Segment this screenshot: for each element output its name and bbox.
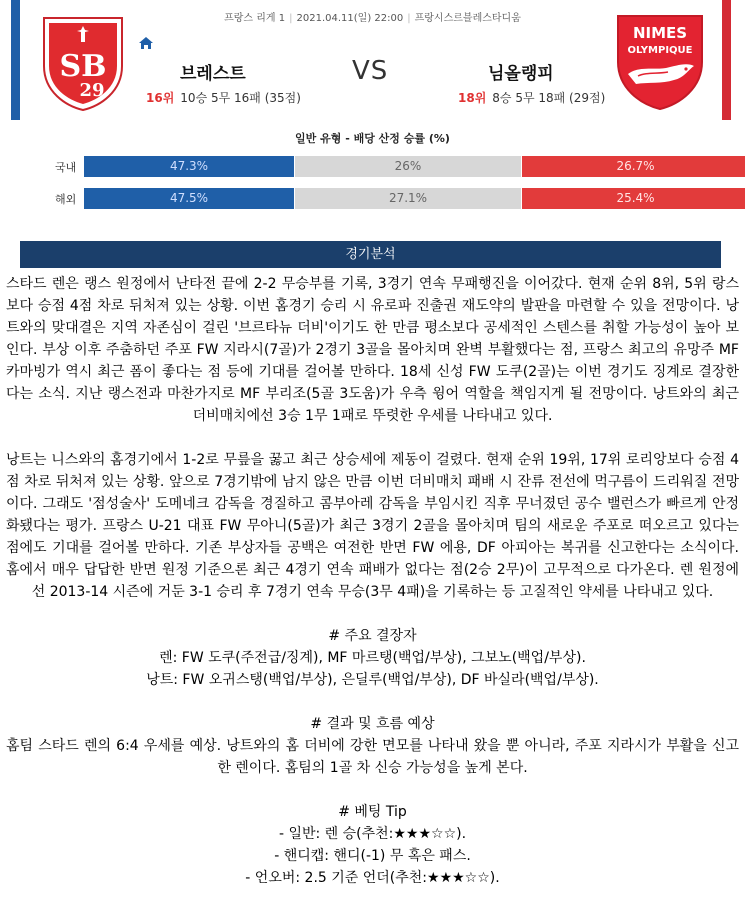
draw-pct: 26% — [295, 156, 521, 177]
home-win-pct: 47.3% — [84, 156, 294, 177]
betting-tip-overunder: - 언오버: 2.5 기준 언더(추천:★★★☆☆). — [245, 870, 500, 886]
away-win-pct: 26.7% — [522, 156, 745, 177]
vs-label: VS — [352, 56, 389, 86]
home-icon — [138, 36, 154, 50]
analysis-header: 경기분석 — [20, 241, 721, 268]
away-team-logo — [614, 12, 706, 112]
forecast-text: 홈팀 스타드 렌의 6:4 우세를 예상. 낭트와의 홈 더비에 강한 면모를 나타내 왔을 뿐 아니라, 주포 지라시가 부활을 신고한 렌이다. 홈팀의 1골 차 신승 가능성을 높게 본다. — [6, 738, 739, 776]
league-name: 프랑스 리게 1 — [224, 13, 286, 24]
absentees-home: 렌: FW 도쿠(주전급/징계), MF 마르탱(백업/부상), 그보노(백업/부상). — [159, 650, 586, 666]
stat-row-label: 해외 — [55, 193, 77, 206]
match-datetime: 2021.04.11(일) 22:00 — [296, 13, 404, 24]
away-record — [458, 89, 605, 106]
absentees-title: # 주요 결장자 — [328, 628, 417, 644]
forecast-title: # 결과 및 흐름 예상 — [310, 716, 435, 732]
betting-tip-general: - 일반: 렌 승(추천:★★★☆☆). — [278, 826, 467, 842]
betting-tip-title: # 베팅 Tip — [338, 804, 407, 820]
analysis-body — [6, 273, 739, 889]
home-team-logo — [40, 14, 126, 112]
home-record — [146, 89, 301, 106]
home-analysis-paragraph: 스타드 렌은 랭스 원정에서 난타전 끝에 2-2 무승부를 기록, 3경기 연속 무패행진을 이어갔다. 현재 순위 8위, 5위 랑스보다 승점 4점 차로 뒤처져 있는 상황. 이번 홈경기 승리 시 유로파 진출권 재도약의 발판을 마련할 수 있을 전망이다. 낭트와의 맞대결은 지역 자존심이 걸린 '브르타뉴 더비'이기도 한 만큼 평소보다 공세적인 스텐스를 취할 가능성이 높아 보인다. 부상 이후 주춤하던 주포 FW 지라시(7골)가 2경기 3골을 몰아치며 완벽 부활했다는 점, 프랑스 최고의 유망주 MF 카마빙가 역시 최근 폼이 좋다는 점 등에 기대를 걸어볼 만하다. 18세 신성 FW 도쿠(2골)는 이번 경기도 징계로 결장한다는 소식. 지난 랭스전과 마찬가지로 MF 부리조(5골 3도움)가 우측 윙어 역할을 책임지게 될 전망이다. 낭트와의 최근 더비매치에선 3승 1무 1패로 뚜렷한 우세를 나타내고 있다. — [6, 276, 739, 424]
stat-row-overseas — [20, 188, 731, 209]
stats-title: 일반 유형 - 배당 산정 승률 (%) — [295, 132, 450, 145]
match-info: 프랑스 리게 1 | 2021.04.11(일) 22:00 | 프랑시스르블레스타디움 — [224, 13, 521, 24]
away-logo-text: NIMES — [632, 24, 688, 42]
draw-pct: 27.1% — [295, 188, 521, 209]
away-team-name: 님올랭피 — [488, 64, 554, 84]
home-team-name: 브레스트 — [180, 64, 246, 84]
away-win-pct: 25.4% — [522, 188, 745, 209]
home-record-text: 10승 5무 16패 (35점) — [180, 91, 301, 105]
home-logo-text: SB — [59, 49, 107, 84]
away-rank: 18위 — [458, 91, 487, 105]
away-analysis-paragraph: 낭트는 니스와의 홈경기에서 1-2로 무릎을 꿇고 최근 상승세에 제동이 걸렸다. 현재 순위 19위, 17위 로리앙보다 승점 4점 차로 뒤처져 있는 상황. 앞으로 7경기밖에 남지 않은 만큼 이번 더비매치 패배 시 잔류 전선에 먹구름이 드리워질 전망이다. 그래도 '점성술사' 도메네크 감독을 경질하고 콤부아레 감독을 부임시킨 직후 무너졌던 공수 밸런스가 빠르게 안정화됐다는 평가. 프랑스 U-21 대표 FW 무아니(5골)가 최근 3경기 2골을 몰아치며 팀의 새로운 주포로 떠오르고 있다는 점에도 기대를 걸어볼 만하다. 기존 부상자들 공백은 여전한 반면 FW 에용, DF 아피아는 복귀를 신고한다는 소식이다. 홈에서 매우 답답한 반면 원정 기준으론 최근 4경기 연속 패배가 없다는 점(2승 2무)이 고무적으로 다가온다. 렌 원정에선 2013-14 시즌에 거둔 3-1 승리 후 7경기 연속 무승(3무 4패)을 기록하는 등 고질적인 약세를 나타내고 있다. — [6, 452, 739, 600]
venue-name: 프랑시스르블레스타디움 — [414, 13, 521, 24]
betting-tip-handicap: - 핸디캡: 핸디(-1) 무 혹은 패스. — [274, 848, 471, 864]
home-rank: 16위 — [146, 91, 175, 105]
svg-text:29: 29 — [79, 80, 105, 101]
stat-row-domestic — [20, 156, 731, 177]
absentees-away: 낭트: FW 오귀스탱(백업/부상), 은딜루(백업/부상), DF 바실라(백업/부상). — [146, 672, 599, 688]
away-record-text: 8승 5무 18패 (29점) — [492, 91, 606, 105]
stat-row-label: 국내 — [55, 161, 77, 174]
svg-text:OLYMPIQUE: OLYMPIQUE — [627, 45, 693, 56]
home-win-pct: 47.5% — [84, 188, 294, 209]
